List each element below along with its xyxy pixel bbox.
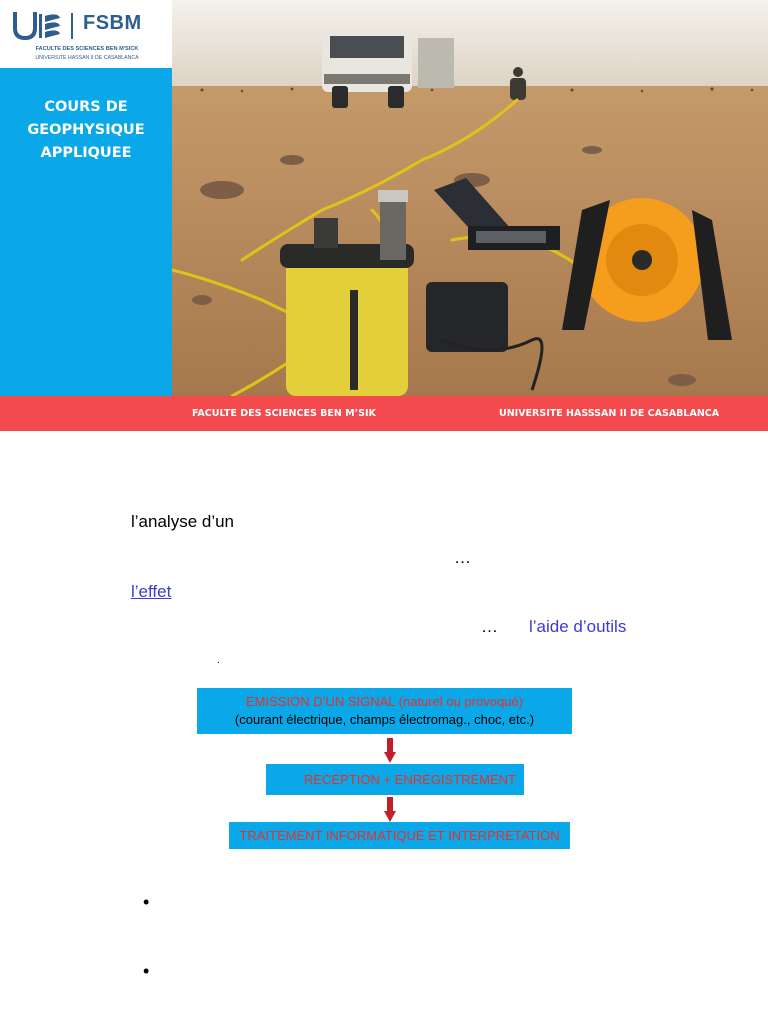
course-title-line: GEOPHYSIQUE (27, 122, 145, 138)
flow-step-reception: RECEPTION + ENREGISTREMENT (266, 764, 524, 795)
text-ellipsis: … (481, 617, 498, 636)
university-logo (0, 0, 172, 68)
link-effet[interactable]: l’effet (131, 582, 172, 601)
flow-step-traitement: TRAITEMENT INFORMATIQUE ET INTERPRETATION (229, 822, 570, 849)
bullet-marker: • (143, 892, 150, 912)
text-analyse: l’analyse d’un (131, 512, 235, 531)
header-footer-bar (0, 396, 768, 431)
flow-step-emission (197, 688, 572, 734)
course-title (0, 96, 172, 165)
logo-emblem-icon (12, 10, 62, 42)
flow-step-subtitle: (courant électrique, champs électromag., choc, etc.) (234, 712, 535, 727)
course-title-line: COURS DE (44, 99, 128, 115)
logo-divider (71, 13, 73, 39)
field-survey-photo (172, 0, 768, 396)
course-title-panel (0, 68, 172, 396)
course-title-line: APPLIQUEE (40, 145, 132, 161)
logo-faculty-name: FACULTE DES SCIENCES BEN M'SICK (35, 46, 139, 52)
logo-abbreviation: FSBM (83, 12, 142, 34)
footer-university-label: UNIVERSITE HASSSAN II DE CASABLANCA (499, 408, 720, 419)
bullet-marker: • (143, 961, 150, 981)
logo-university-name: UNIVERSITE HASSAN II DE CASABLANCA (35, 55, 139, 61)
text-ellipsis: … (454, 548, 471, 567)
flow-step-title: EMISSION D’UN SIGNAL (naturel ou provoqué) (246, 694, 523, 709)
text-aide-outils: l’aide d’outils (529, 617, 627, 636)
footer-faculty-label: FACULTE DES SCIENCES BEN M’SIK (192, 408, 376, 419)
arrow-down-icon (384, 797, 396, 823)
arrow-down-icon (384, 738, 396, 764)
text-dot: . (217, 655, 220, 666)
